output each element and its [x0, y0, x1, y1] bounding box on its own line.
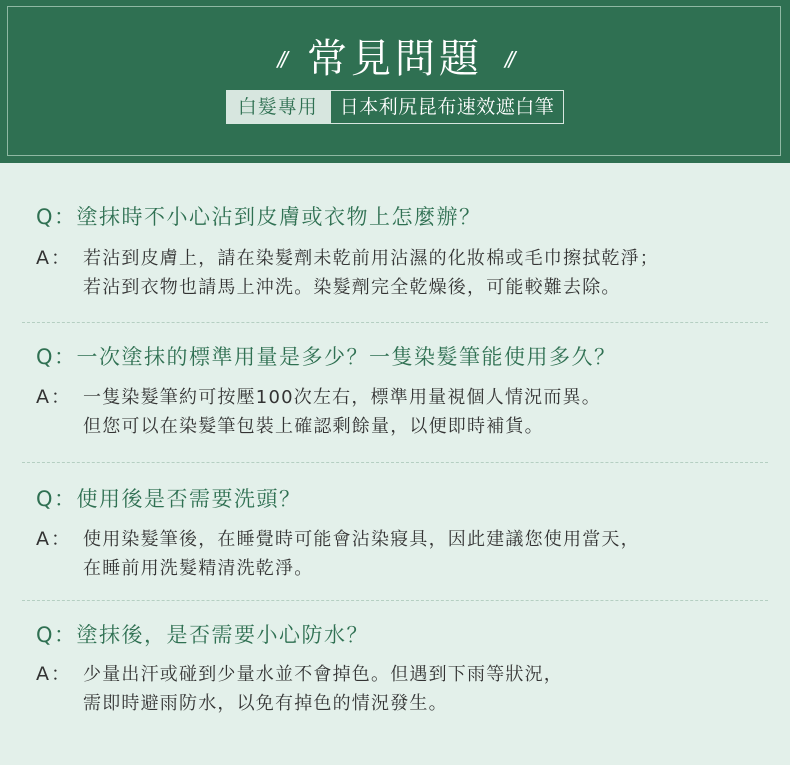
faq-header [0, 0, 790, 163]
title-row [0, 30, 790, 80]
title-slash-left: // [277, 47, 285, 71]
question-3: Q：使用後是否需要洗頭？ [36, 487, 302, 511]
question-2: Q：一次塗抹的標準用量是多少？一隻染髮筆能使用多久？ [36, 345, 617, 369]
answer-label-3: A： [36, 528, 72, 550]
answer-2-line-2: 但您可以在染髮筆包裝上確認剩餘量，以便即時補貨。 [83, 416, 544, 437]
faq-divider [22, 462, 768, 463]
subtitle-row [0, 90, 790, 124]
faq-divider [22, 600, 768, 601]
title-slash-right: // [505, 47, 513, 71]
answer-3-line-2: 在睡前用洗髮精清洗乾淨。 [83, 558, 314, 579]
answer-1-line-1: 若沾到皮膚上，請在染髮劑未乾前用沾濕的化妝棉或毛巾擦拭乾淨； [83, 248, 659, 269]
answer-1-line-2: 若沾到衣物也請馬上沖洗。染髮劑完全乾燥後，可能較難去除。 [83, 277, 621, 298]
question-4: Q：塗抹後，是否需要小心防水？ [36, 623, 370, 647]
answer-3-line-1: 使用染髮筆後，在睡覺時可能會沾染寢具，因此建議您使用當天， [83, 529, 640, 550]
product-name: 日本利尻昆布速效遮白筆 [330, 90, 565, 124]
white-hair-tag: 白髮專用 [226, 90, 330, 124]
question-1: Q：塗抹時不小心沾到皮膚或衣物上怎麼辦？ [36, 205, 482, 229]
answer-4-line-1: 少量出汗或碰到少量水並不會掉色。但遇到下雨等狀況， [83, 664, 563, 685]
faq-divider [22, 322, 768, 323]
answer-4-line-2: 需即時避雨防水，以免有掉色的情況發生。 [83, 693, 448, 714]
answer-label-4: A： [36, 663, 72, 685]
answer-label-2: A： [36, 386, 72, 408]
answer-2-line-1: 一隻染髮筆約可按壓100次左右，標準用量視個人情況而異。 [83, 387, 601, 408]
page-title: 常見問題 [307, 35, 483, 82]
answer-label-1: A： [36, 247, 72, 269]
